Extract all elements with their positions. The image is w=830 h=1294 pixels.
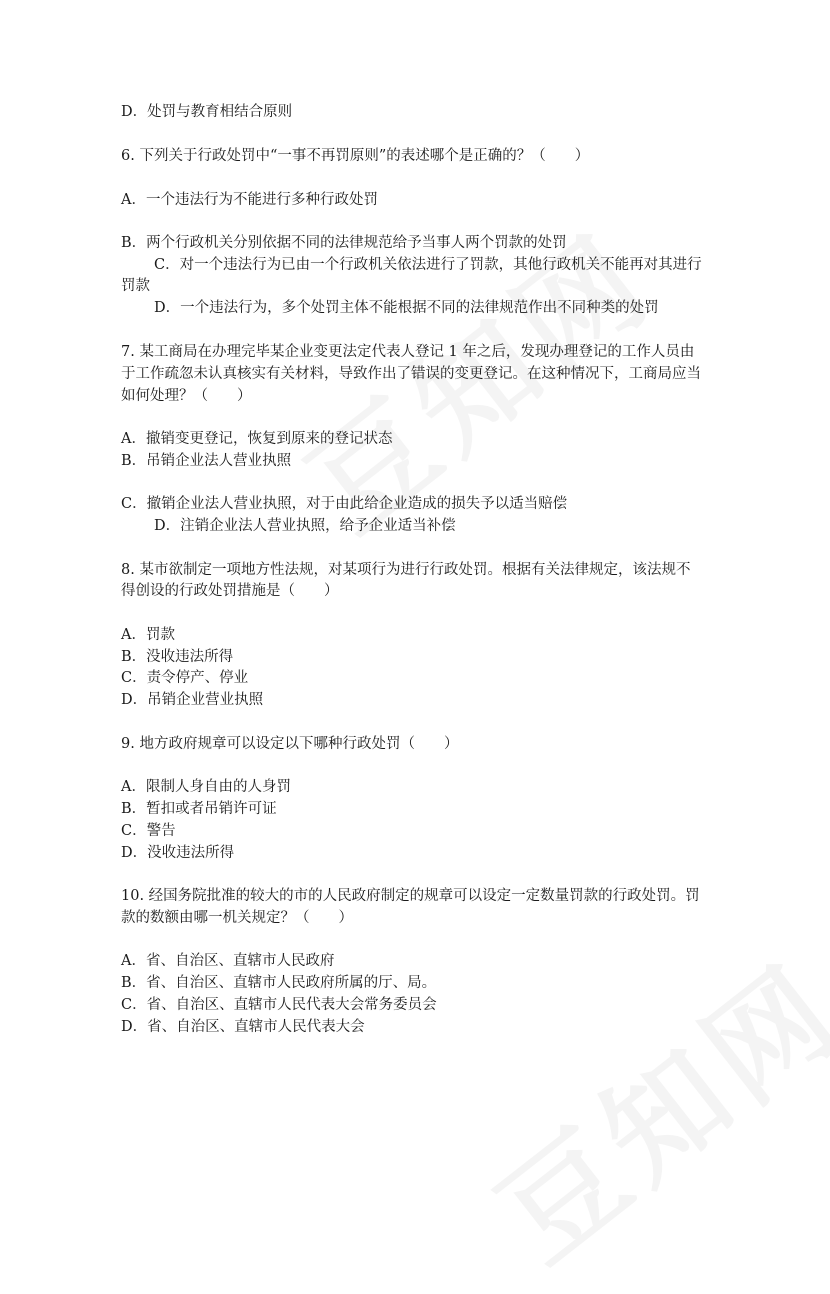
q8-option-d: D．吊销企业营业执照 [121,692,264,708]
q6-option-c: C．对一个违法行为已由一个行政机关依法进行了罚款，其他行政机关不能再对其进行 [154,257,702,273]
q9-option-b: B．暂扣或者吊销许可证 [121,801,277,817]
q9-option-a: A．限制人身自由的人身罚 [121,779,291,795]
q10-stem-line1: 10. 经国务院批准的较大的市的人民政府制定的规章可以设定一定数量罚款的行政处罚。罚 [121,888,700,904]
q7-stem-line1: 7. 某工商局在办理完毕某企业变更法定代表人登记 1 年之后，发现办理登记的工作人员由 [121,344,695,360]
q6-option-c-cont: 罚款 [121,278,150,294]
q7-option-b: B．吊销企业法人营业执照 [121,453,292,469]
q10-option-c: C．省、自治区、直辖市人民代表大会常务委员会 [121,997,437,1013]
q10-option-b: B．省、自治区、直辖市人民政府所属的厅、局。 [121,975,437,991]
q7-option-c: C．撤销企业法人营业执照，对于由此给企业造成的损失予以适当赔偿 [121,496,568,512]
q5-option-d: D．处罚与教育相结合原则 [121,104,293,120]
q7-stem-line2: 于工作疏忽未认真核实有关材料，导致作出了错误的变更登记。在这种情况下，工商局应当 [121,366,701,382]
q9-option-c: C．警告 [121,823,176,839]
q9-stem: 9. 地方政府规章可以设定以下哪种行政处罚（ ） [121,736,459,752]
q9-option-d: D．没收违法所得 [121,845,235,861]
q10-option-a: A．省、自治区、直辖市人民政府 [121,953,335,969]
q8-option-c: C．责令停产、停业 [121,670,249,686]
q6-option-d: D．一个违法行为，多个处罚主体不能根据不同的法律规范作出不同种类的处罚 [154,300,659,316]
q8-stem-line1: 8. 某市欲制定一项地方性法规，对某项行为进行行政处罚。根据有关法律规定，该法规不 [121,562,691,578]
q8-stem-line2: 得创设的行政处罚措施是（ ） [121,583,339,599]
q7-option-a: A．撤销变更登记，恢复到原来的登记状态 [121,431,393,447]
q8-option-b: B．没收违法所得 [121,649,234,665]
q8-option-a: A．罚款 [121,627,175,643]
q10-option-d: D．省、自治区、直辖市人民代表大会 [121,1019,365,1035]
q10-stem-line2: 款的数额由哪一机关规定？（ ） [121,910,353,926]
q6-stem: 6. 下列关于行政处罚中“一事不再罚原则”的表述哪个是正确的？（ ） [121,148,590,164]
q6-option-a: A．一个违法行为不能进行多种行政处罚 [121,192,378,208]
q7-stem-line3: 如何处理？（ ） [121,388,252,404]
q7-option-d: D．注销企业法人营业执照，给予企业适当补偿 [154,518,456,534]
q6-option-b: B．两个行政机关分别依据不同的法律规范给予当事人两个罚款的处罚 [121,235,567,251]
